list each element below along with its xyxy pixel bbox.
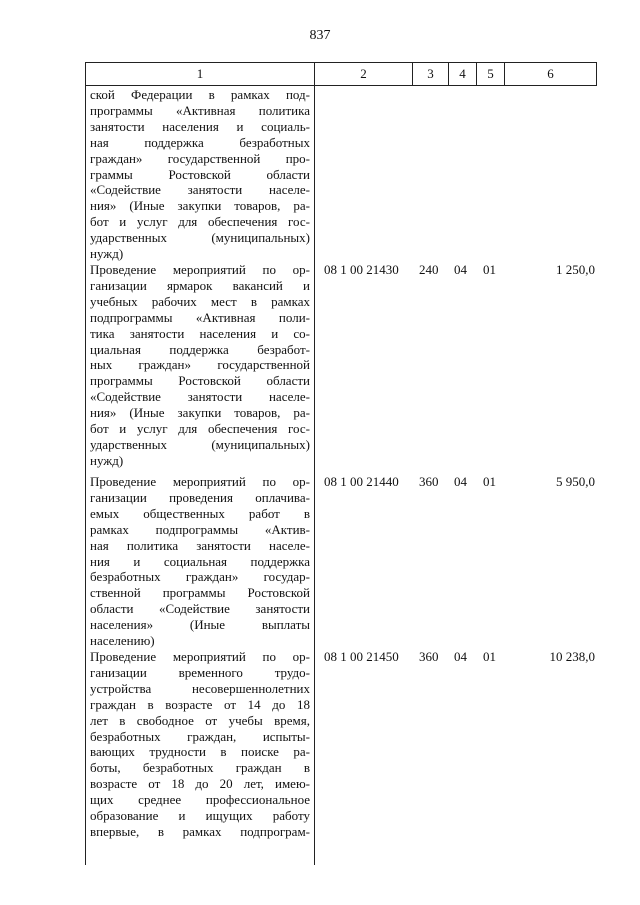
description-line: возрасте от 18 до 20 лет, имею- xyxy=(90,776,310,792)
row-expense-type: 240 xyxy=(419,262,439,277)
row-amount: 1 250,0 xyxy=(556,262,595,277)
description-line: лет в свободное от учебы время, xyxy=(90,712,310,728)
row-target-code: 08 1 00 21430 xyxy=(324,262,399,277)
description-line: вающих трудности в поиске ра- xyxy=(90,744,310,760)
description-line: Проведение мероприятий по ор- xyxy=(90,474,310,489)
description-line: нужд) xyxy=(90,246,124,262)
description-line: ударственных (муниципальных) xyxy=(90,230,310,246)
row-target-code: 08 1 00 21440 xyxy=(324,474,399,489)
table-border-left xyxy=(85,85,86,865)
description-line: боты, безработных граждан в xyxy=(90,760,310,776)
description-line: программы «Активная политика xyxy=(90,102,310,118)
description-line: устройства несовершеннолетних xyxy=(90,680,310,696)
header-col-2: 2 xyxy=(314,62,413,86)
description-line: бот и услуг для обеспечения гос- xyxy=(90,421,310,437)
description-line: ганизации проведения оплачива- xyxy=(90,489,310,505)
description-line: ственной программы Ростовской xyxy=(90,585,310,601)
table-header xyxy=(85,62,597,86)
description-line: ния и социальная поддержка xyxy=(90,553,310,569)
description-line: области «Содействие занятости xyxy=(90,601,310,617)
description-line: ской Федерации в рамках под- xyxy=(90,87,310,102)
description-line: Проведение мероприятий по ор- xyxy=(90,649,310,664)
row-description xyxy=(90,87,310,262)
row-section: 04 xyxy=(454,474,467,489)
description-line: емых общественных работ в xyxy=(90,505,310,521)
row-section: 04 xyxy=(454,649,467,664)
description-line: учебных рабочих мест в рамках xyxy=(90,293,310,309)
row-amount: 5 950,0 xyxy=(556,474,595,489)
row-target-code: 08 1 00 21450 xyxy=(324,649,399,664)
row-section: 04 xyxy=(454,262,467,277)
description-line: рамках подпрограммы «Актив- xyxy=(90,521,310,537)
page-number: 837 xyxy=(309,28,331,43)
description-line: граждан» государственной про- xyxy=(90,150,310,166)
column-divider xyxy=(314,85,315,865)
description-line: бот и услуг для обеспечения гос- xyxy=(90,214,310,230)
description-line: ганизации ярмарок вакансий и xyxy=(90,277,310,293)
description-line: ударственных (муниципальных) xyxy=(90,436,310,452)
header-col-3: 3 xyxy=(412,62,449,86)
description-line: «Содействие занятости населе- xyxy=(90,389,310,405)
description-line: населения» (Иные выплаты xyxy=(90,617,310,633)
description-line: щих среднее профессиональное xyxy=(90,792,310,808)
description-line: циальная поддержка безработ- xyxy=(90,341,310,357)
header-col-6: 6 xyxy=(504,62,597,86)
description-line: ных граждан» государственной xyxy=(90,357,310,373)
row-subsection: 01 xyxy=(483,262,496,277)
row-amount: 10 238,0 xyxy=(549,649,595,664)
header-col-1: 1 xyxy=(85,62,315,86)
description-line: ганизации временного трудо- xyxy=(90,664,310,680)
description-line: Проведение мероприятий по ор- xyxy=(90,262,310,277)
description-line: подпрограммы «Активная поли- xyxy=(90,309,310,325)
description-line: программы Ростовской области xyxy=(90,373,310,389)
description-line: граммы Ростовской области xyxy=(90,166,310,182)
description-line: впервые, в рамках подпрограм- xyxy=(90,823,310,839)
header-col-4: 4 xyxy=(448,62,477,86)
description-line: ная политика занятости населе- xyxy=(90,537,310,553)
description-line: ния» (Иные закупки товаров, ра- xyxy=(90,198,310,214)
header-col-5: 5 xyxy=(476,62,505,86)
description-line: безработных граждан» государ- xyxy=(90,569,310,585)
description-line: тика занятости населения и со- xyxy=(90,325,310,341)
description-line: ния» (Иные закупки товаров, ра- xyxy=(90,405,310,421)
row-description xyxy=(90,649,310,840)
row-description xyxy=(90,474,310,649)
row-expense-type: 360 xyxy=(419,649,439,664)
description-line: занятости населения и социаль- xyxy=(90,118,310,134)
description-line: «Содействие занятости населе- xyxy=(90,182,310,198)
row-expense-type: 360 xyxy=(419,474,439,489)
description-line: граждан в возрасте от 14 до 18 xyxy=(90,696,310,712)
description-line: образование и ищущих работу xyxy=(90,808,310,824)
description-line: нужд) xyxy=(90,452,124,468)
description-line: безработных граждан, испыты- xyxy=(90,728,310,744)
row-subsection: 01 xyxy=(483,474,496,489)
description-line: ная поддержка безработных xyxy=(90,134,310,150)
row-description xyxy=(90,262,310,469)
row-subsection: 01 xyxy=(483,649,496,664)
description-line: населению) xyxy=(90,633,155,649)
